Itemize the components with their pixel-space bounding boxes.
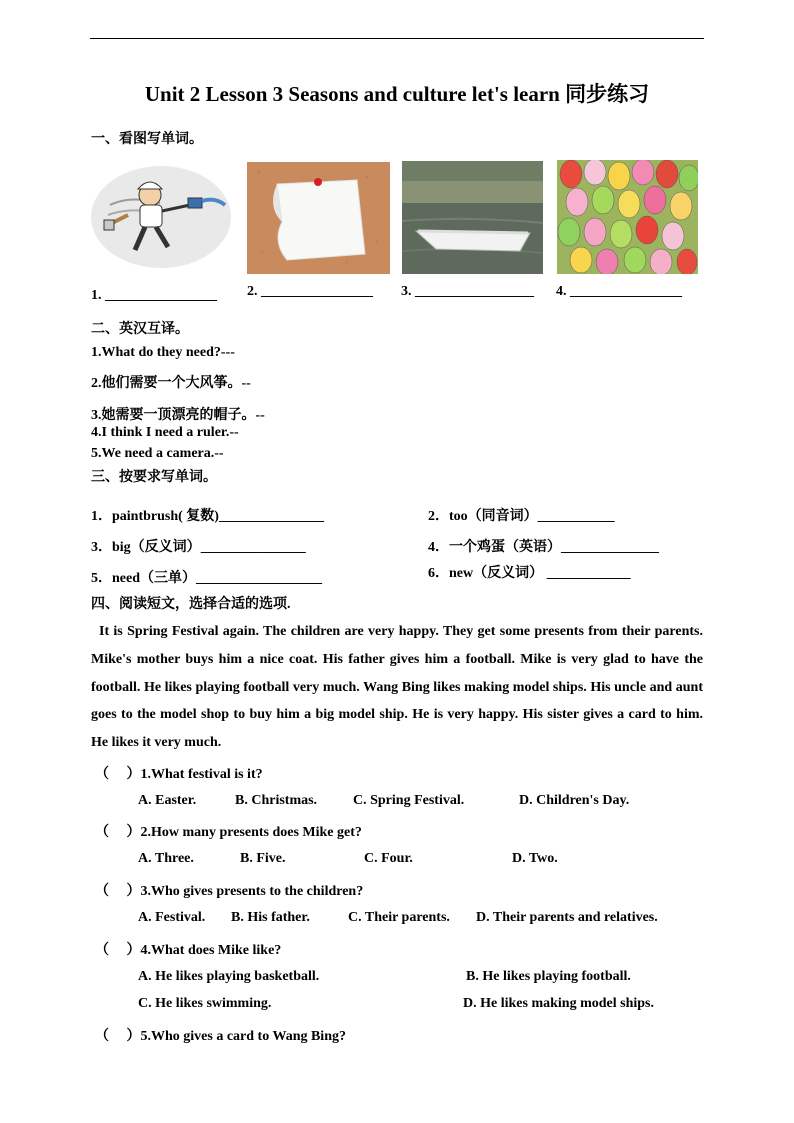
translate-item-2: 2.他们需要一个大风筝。-- <box>91 376 251 391</box>
word-task-4-blank[interactable]: ______________ <box>561 540 659 555</box>
word-task-1-blank[interactable]: _______________ <box>218 509 324 524</box>
question-3-option-d[interactable]: D. Their parents and relatives. <box>476 910 658 925</box>
painter-cartoon-image <box>90 165 232 269</box>
question-3: （ ）3.Who gives presents to the children? <box>95 884 364 899</box>
question-2-option-c[interactable]: C. Four. <box>364 851 413 866</box>
question-2-option-d[interactable]: D. Two. <box>512 851 558 866</box>
question-3-option-a[interactable]: A. Festival. <box>138 910 206 925</box>
word-task-2-text: 2．too（同音词） <box>428 509 538 524</box>
part1-heading: 一、看图写单词。 <box>91 132 203 147</box>
translate-item-3: 3.她需要一顶漂亮的帽子。-- <box>91 408 265 423</box>
picture-answer-4 <box>556 284 682 300</box>
question-4-option-c[interactable]: C. He likes swimming. <box>138 996 272 1011</box>
picture-answer-4-label: 4. <box>556 284 567 299</box>
question-3-option-b[interactable]: B. His father. <box>231 910 310 925</box>
word-task-5 <box>91 567 322 587</box>
picture-answer-1-blank[interactable]: ________________ <box>105 288 217 303</box>
reading-passage <box>91 618 703 757</box>
word-task-1 <box>91 505 324 525</box>
picture-answer-3 <box>401 284 534 300</box>
word-task-3-text: 3．big（反义词） <box>91 540 201 555</box>
word-task-6-blank[interactable]: ____________ <box>546 566 631 581</box>
picture-answer-2 <box>247 284 373 300</box>
picture-answer-2-label: 2. <box>247 284 258 299</box>
word-task-6-text: 6．new（反义词） <box>428 566 544 581</box>
word-task-4-text: 4．一个鸡蛋（英语） <box>428 540 561 555</box>
word-task-1-text: 1．paintbrush( 复数) <box>91 509 219 524</box>
picture-answer-3-blank[interactable]: _________________ <box>415 284 534 299</box>
question-1-option-b[interactable]: B. Christmas. <box>235 793 318 808</box>
question-4-option-d[interactable]: D. He likes making model ships. <box>463 996 654 1011</box>
word-task-5-blank[interactable]: __________________ <box>196 571 322 586</box>
part2-heading: 二、英汉互译。 <box>91 322 189 337</box>
part4-heading: 四、阅读短文，选择合适的选项. <box>91 597 291 612</box>
boat-image <box>402 161 543 274</box>
question-4-option-a[interactable]: A. He likes playing basketball. <box>138 969 320 984</box>
question-4-option-b[interactable]: B. He likes playing football. <box>466 969 631 984</box>
question-2-option-a[interactable]: A. Three. <box>138 851 194 866</box>
question-1-option-c[interactable]: C. Spring Festival. <box>353 793 465 808</box>
question-1: （ ）1.What festival is it? <box>95 767 263 782</box>
picture-answer-1 <box>91 288 217 304</box>
reading-passage-text: It is Spring Festival again. The children are very happy. They get some presents from their parents. Mike's mother buys him a nice coat. His father gives him a football. Mike is very glad to have the football. He likes playing football very much. Wang Bing likes making model ships. His uncle and aunt goes to the model shop to buy him a big model ship. He is very happy. His sister gives a card to him. He likes it very much. <box>91 624 703 751</box>
word-task-5-text: 5．need（三单） <box>91 571 196 586</box>
word-task-6 <box>428 562 631 582</box>
part3-heading: 三、按要求写单词。 <box>91 470 217 485</box>
word-task-3-blank[interactable]: _______________ <box>200 540 306 555</box>
picture-answer-4-blank[interactable]: ________________ <box>570 284 682 299</box>
picture-answer-3-label: 3. <box>401 284 412 299</box>
word-task-2 <box>428 505 615 525</box>
picture-answer-1-label: 1. <box>91 288 102 303</box>
question-2-option-b[interactable]: B. Five. <box>240 851 286 866</box>
header-rule <box>90 38 704 39</box>
picture-answer-2-blank[interactable]: ________________ <box>261 284 373 299</box>
word-task-4 <box>428 536 659 556</box>
translate-item-1: 1.What do they need?--- <box>91 345 235 360</box>
word-task-2-blank[interactable]: ___________ <box>537 509 615 524</box>
translate-item-5: 5.We need a camera.-- <box>91 446 224 461</box>
easter-eggs-image <box>557 160 698 274</box>
word-task-3 <box>91 536 306 556</box>
page-title: Unit 2 Lesson 3 Seasons and culture let's learn 同步练习 <box>144 82 650 106</box>
question-1-option-a[interactable]: A. Easter. <box>138 793 197 808</box>
translate-item-4: 4.I think I need a ruler.-- <box>91 425 239 440</box>
question-2: （ ）2.How many presents does Mike get? <box>95 825 362 840</box>
note-paper-image <box>247 162 390 274</box>
question-3-option-c[interactable]: C. Their parents. <box>348 910 450 925</box>
question-1-option-d[interactable]: D. Children's Day. <box>519 793 630 808</box>
question-4: （ ）4.What does Mike like? <box>95 943 282 958</box>
question-5: （ ）5.Who gives a card to Wang Bing? <box>95 1029 346 1044</box>
